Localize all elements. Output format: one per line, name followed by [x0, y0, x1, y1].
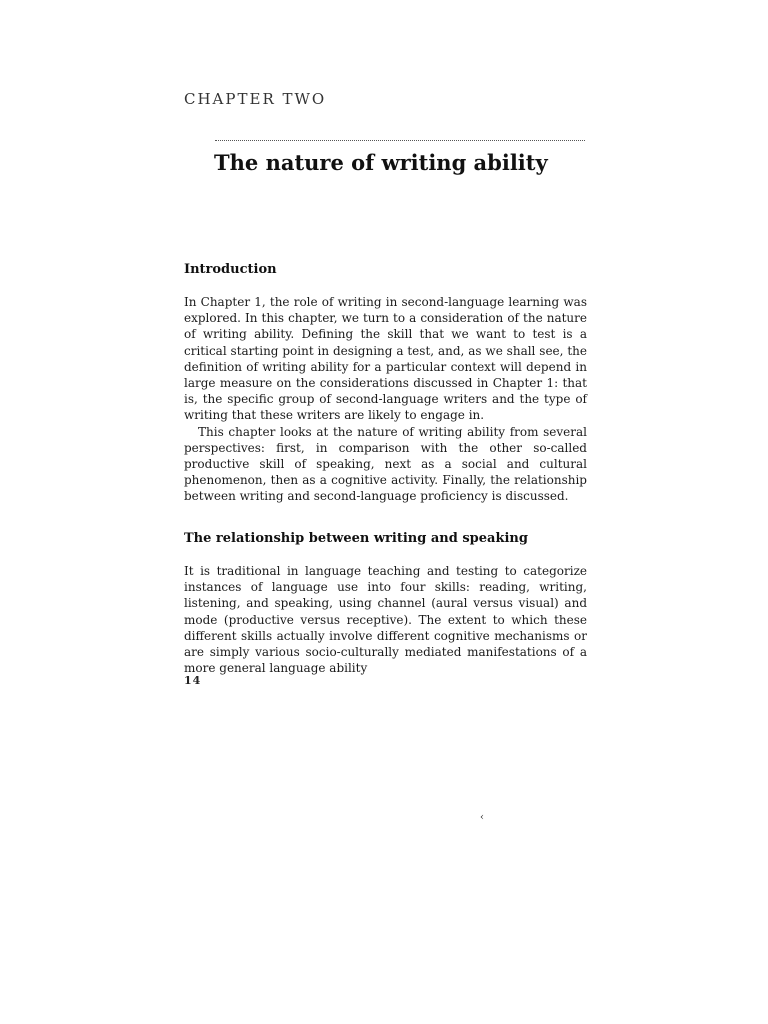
dotted-divider — [215, 140, 585, 141]
section-heading-introduction: Introduction — [184, 262, 277, 277]
paragraph: It is traditional in language teaching and testing to categorize instances of language use into four skills: reading, writing, listening, and speaking, using channel (aural versus visual) and mode (productive versus receptive). The extent to which these different skills actually involve different cognitive mechanisms or are simply various socio-culturally mediated manifestations of a more general language ability — [184, 564, 587, 676]
paragraph: In Chapter 1, the role of writing in second-language learning was explored. In this chapter, we turn to a consideration of the nature of writing ability. Defining the skill that we want to test is a critical starting point in designing a test, and, as we shall see, the definition of writing ability for a particular context will depend in large measure on the considerations discussed in Chapter 1: that is, the specific group of second-language writers and the type of writing that these writers are likely to engage in. — [184, 295, 587, 423]
section-heading-writing-speaking: The relationship between writing and speaking — [184, 531, 528, 546]
chapter-title: The nature of writing ability — [214, 150, 548, 175]
section-body-writing-speaking — [184, 563, 587, 676]
section-body-introduction — [184, 294, 587, 505]
chapter-label: CHAPTER TWO — [184, 90, 327, 108]
stray-mark: ‹ — [480, 812, 484, 823]
page-number: 14 — [184, 674, 202, 687]
paragraph: This chapter looks at the nature of writing ability from several perspectives: first, in comparison with the other so-called productive skill of speaking, next as a social and cultural phenomenon, then as a cognitive activity. Finally, the relationship between writing and second-language proficiency is discussed. — [184, 424, 587, 504]
